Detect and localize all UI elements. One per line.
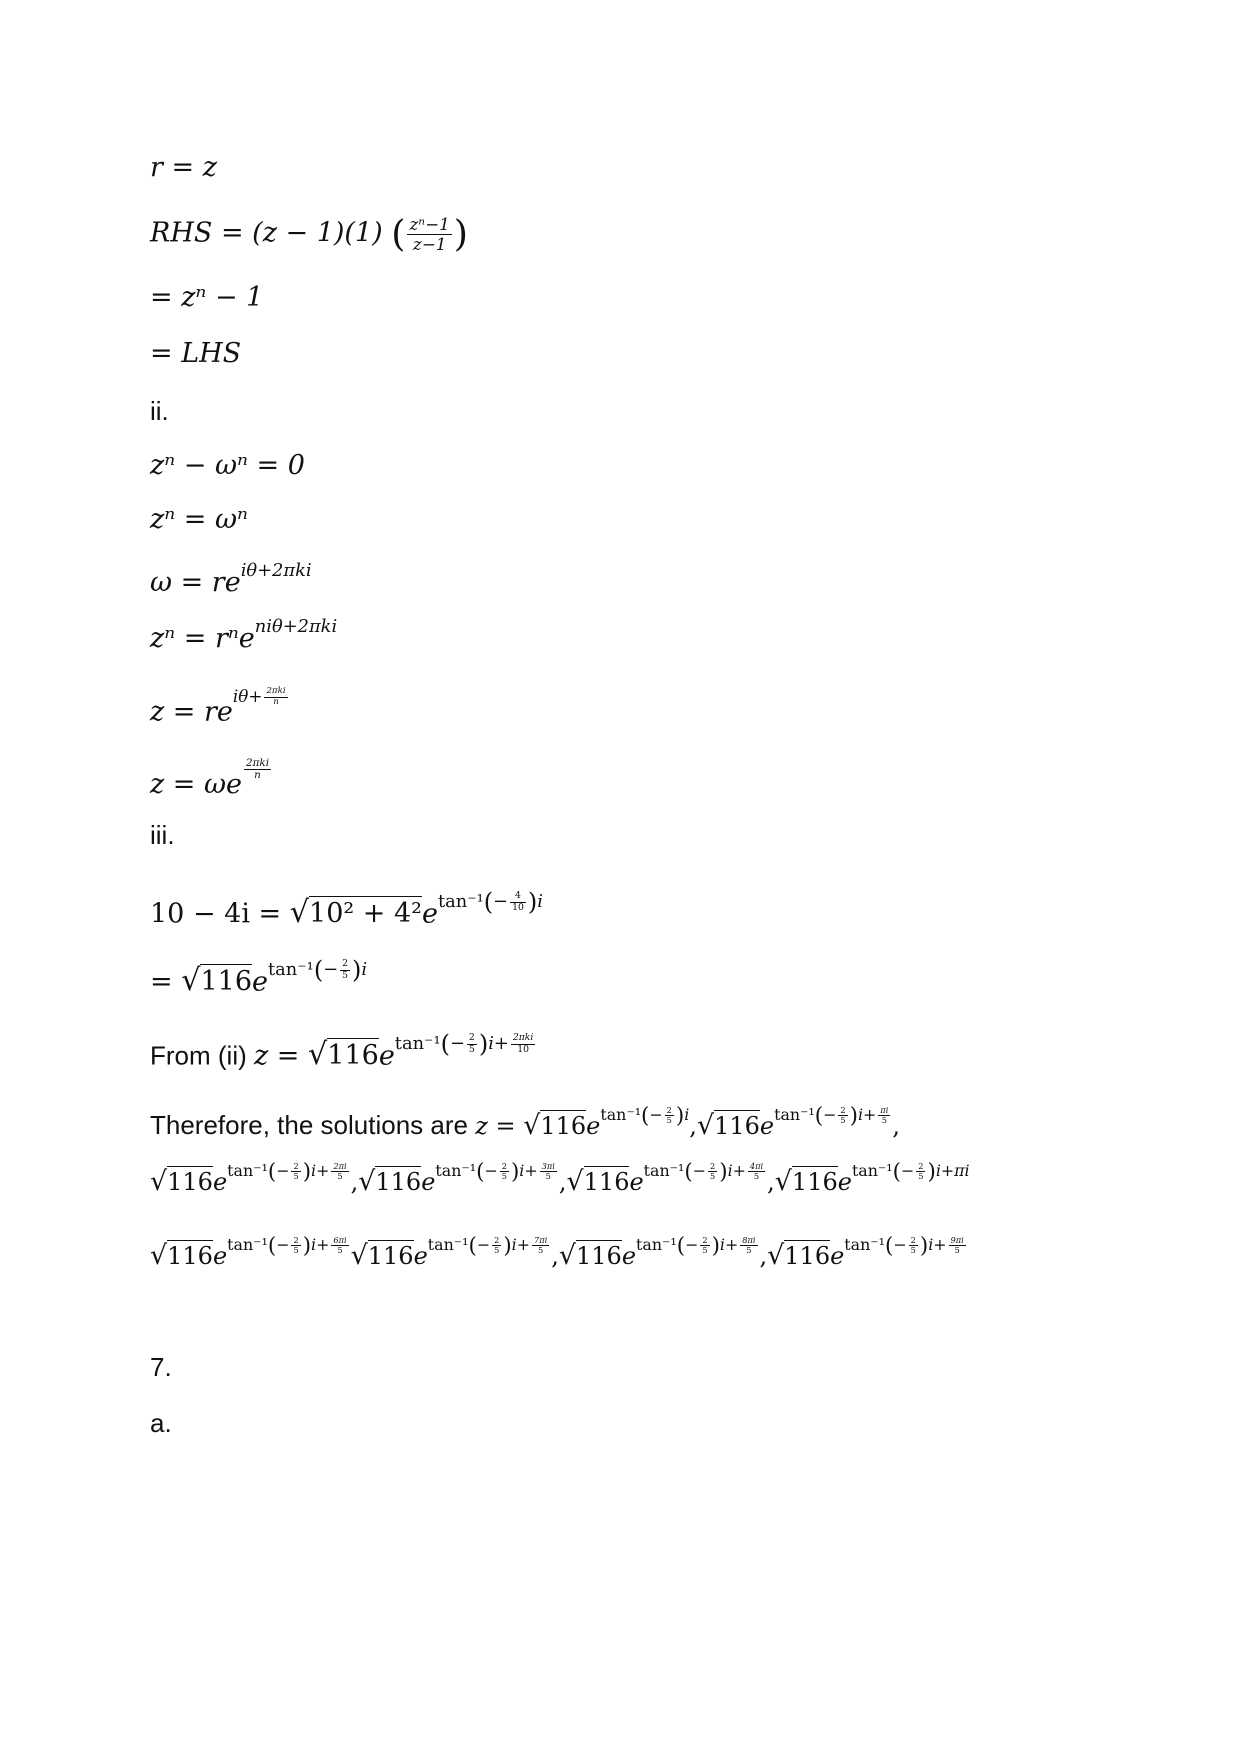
section-label-a — [150, 1408, 172, 1439]
exponent: tan⁻¹(− 2 5 )i — [600, 1104, 690, 1129]
square-root: √116 — [308, 1037, 379, 1073]
eq-text: = LHS — [150, 338, 242, 369]
eq-text: = zⁿ − 1 — [150, 282, 264, 313]
denominator: 10 — [512, 901, 524, 913]
eq-text: = — [150, 966, 182, 998]
minus: − — [493, 891, 509, 913]
eq-text: zⁿ − ωⁿ = 0 — [150, 450, 305, 481]
fraction — [264, 687, 287, 707]
eq-z-re — [150, 686, 290, 727]
eq-text: z = re — [150, 696, 233, 728]
fraction — [511, 1033, 536, 1054]
exponent: tan⁻¹(− 2 5 )i — [268, 956, 368, 984]
numerator: 2πki — [512, 1032, 534, 1044]
exponent: tan⁻¹(− 2 5 )i+ 9πi 5 — [844, 1234, 964, 1259]
fraction — [340, 959, 350, 980]
section-label-7 — [150, 1352, 172, 1383]
euler-e: e — [586, 1111, 601, 1140]
square-root: √116 — [181, 963, 253, 999]
arctan: tan⁻¹ — [437, 891, 484, 913]
eq-text: RHS = (z − 1)(1) — [150, 217, 383, 249]
eq-text: z = ωe — [150, 768, 243, 800]
fraction — [467, 1033, 477, 1054]
eq-lhs — [150, 338, 241, 369]
exponent — [233, 686, 290, 708]
eq-text: z = — [475, 1111, 524, 1140]
radicand: 116 — [327, 1040, 379, 1072]
eq-text: zⁿ = rⁿe — [150, 623, 255, 655]
exponent: tan⁻¹(− 2 5 )i+ 8πi 5 — [636, 1234, 756, 1259]
eq-text: z = — [253, 1040, 308, 1072]
eq-z-omega-e — [150, 758, 273, 800]
eq-text: r = z — [150, 152, 217, 183]
numerator: 4 — [510, 891, 526, 902]
exponent — [242, 758, 273, 782]
radicand: 10² + 4² — [309, 898, 422, 930]
exponent: niθ+2πki — [254, 616, 338, 637]
exponent-text: iθ+ — [232, 686, 263, 706]
eq-omega — [150, 560, 312, 598]
denominator: n — [273, 697, 279, 707]
eq-solutions-row-1: Therefore, the solutions are $z = √116e^{tan^{-1}(- \frac{2}{5} )i},√116e^{tan^{-1}(- \frac{2}{5} )i+ \frac{\pi i}{5}}$ , — [150, 1104, 900, 1141]
eq-zn-equals-wn — [150, 504, 248, 535]
eq-polar-form — [150, 888, 543, 930]
text: Therefore, the solutions are — [150, 1109, 476, 1140]
denominator: 10 — [517, 1043, 529, 1055]
eq-text: ω = re — [150, 567, 241, 599]
denominator: 5 — [342, 969, 349, 981]
eq-zn-minus-1 — [150, 282, 263, 313]
comma: , — [689, 1111, 697, 1140]
eq-r-equals-z — [150, 152, 217, 183]
numerator: 2 — [342, 958, 349, 970]
fraction — [244, 758, 271, 782]
exponent: tan⁻¹(− 2 5 )i+ 7πi 5 — [427, 1234, 548, 1259]
minus: − — [323, 959, 339, 981]
euler-e: e — [252, 966, 269, 998]
numerator: 2πki — [246, 757, 270, 769]
arctan: tan⁻¹ — [394, 1033, 441, 1055]
eq-text: zⁿ = ωⁿ — [150, 504, 248, 535]
exponent: tan⁻¹(− 2 5 )i+ 6πi 5 — [227, 1234, 347, 1259]
denominator: n — [254, 769, 261, 782]
exponent: tan⁻¹(− 2 5 )i+ 4πi 5 — [643, 1160, 764, 1185]
label-text: a. — [150, 1408, 172, 1438]
exponent: tan⁻¹(− 4 10 )i — [437, 888, 543, 916]
eq-sqrt116 — [150, 956, 367, 998]
numerator: 2 — [468, 1032, 475, 1044]
fraction — [510, 891, 526, 912]
imag-unit: i+ — [488, 1033, 509, 1055]
eq-solutions-row-3: $√116e^{tan^{-1}(- \frac{2}{5} )i+ \frac{6\pi i}{5}}$ $√116e^{tan^{-1}(- \frac{2}{5} )i+ \frac{7\pi i}{5}}$ $,√116e^{tan^{-1}(- \frac{2}{5} )i+ \frac{8\pi i}{5}}$ $,√116e^{tan^{-1}(- \frac{2}{5} )i+ \frac{9\pi i}{5}}$ — [150, 1234, 968, 1271]
euler-e: e — [422, 898, 438, 930]
radicand: 116 — [200, 966, 253, 998]
label-text: iii. — [150, 820, 175, 850]
eq-zn-minus-wn — [150, 450, 305, 481]
paren-close: ) — [453, 212, 468, 255]
text: From (ii) — [150, 1040, 254, 1071]
exponent: iθ+2πki — [240, 560, 312, 581]
exponent: tan⁻¹(− 2 5 )i+ πi 5 — [774, 1104, 889, 1129]
exponent: tan⁻¹(− 2 5 )i+ 3πi 5 — [435, 1160, 555, 1185]
numerator: zⁿ−1 — [409, 214, 450, 235]
imag-unit: i — [361, 959, 368, 981]
minus: − — [449, 1033, 465, 1055]
exponent: tan⁻¹(− 2 5 )i+ 2πki 10 — [394, 1030, 534, 1058]
exponent: tan⁻¹(− 2 5 )i+ 2πi 5 — [227, 1160, 347, 1185]
radical-sign: √ — [289, 895, 310, 931]
numerator: 2πki — [266, 686, 286, 697]
paren-open: ( — [391, 212, 406, 255]
arctan: tan⁻¹ — [268, 959, 314, 981]
imag-unit: i — [537, 891, 543, 913]
label-text: ii. — [150, 396, 169, 426]
denominator: 5 — [468, 1043, 475, 1055]
section-label-iii — [150, 820, 175, 851]
fraction — [407, 215, 451, 253]
denominator: z−1 — [412, 233, 447, 254]
exponent: tan⁻¹(− 2 5 )i+πi — [851, 1160, 970, 1185]
square-root — [290, 895, 422, 930]
eq-from-ii — [150, 1030, 537, 1072]
eq-solutions-row-2: $√116e^{tan^{-1}(- \frac{2}{5} )i+ \frac{2\pi i}{5}}$ $,√116e^{tan^{-1}(- \frac{2}{5} )i+ \frac{3\pi i}{5}}$ $,√116e^{tan^{-1}(- \frac{2}{5} )i+ \frac{4\pi i}{5}}$ $,√116e^{tan^{-1}(- \frac{2}{5} )i+\pi i}$ — [150, 1160, 970, 1197]
radicand: 116 — [540, 1111, 587, 1140]
eq-text: 10 − 4i = — [150, 898, 290, 930]
eq-zn-rn — [150, 616, 337, 654]
euler-e: e — [378, 1040, 395, 1072]
label-text: 7. — [150, 1352, 172, 1382]
section-label-ii — [150, 396, 169, 427]
eq-rhs — [150, 212, 468, 255]
